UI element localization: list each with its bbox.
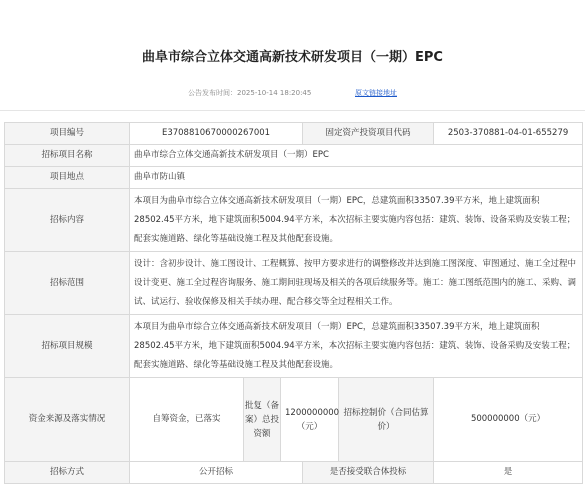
table-row [5, 189, 583, 252]
publish-date: 公告发布时间：2025-10-14 18:20:45 [188, 89, 312, 97]
tender-info-table [4, 122, 583, 484]
tender-method-value: 公开招标 [130, 462, 303, 484]
project-name-label: 招标项目名称 [5, 145, 130, 167]
divider [0, 110, 585, 111]
total-investment-value: 1200000000（元） [281, 378, 339, 462]
table-row [5, 123, 583, 145]
control-price-value: 500000000（元） [434, 378, 583, 462]
table-row [5, 167, 583, 189]
fund-source-value: 自筹资金，已落实 [130, 378, 244, 462]
table-row [5, 315, 583, 378]
project-scale-label: 招标项目规模 [5, 315, 130, 378]
table-row [5, 462, 583, 484]
investment-code-value: 2503-370881-04-01-655279 [434, 123, 583, 145]
tender-content-label: 招标内容 [5, 189, 130, 252]
tender-method-label: 招标方式 [5, 462, 130, 484]
table-row [5, 378, 583, 462]
table-row [5, 252, 583, 315]
control-price-label: 招标控制价（合同估算价） [339, 378, 434, 462]
project-location-label: 项目地点 [5, 167, 130, 189]
consortium-label: 是否接受联合体投标 [303, 462, 434, 484]
consortium-value: 是 [434, 462, 583, 484]
tender-scope-value: 设计：含初步设计、施工图设计、工程概算、按甲方要求进行的调整修改并达到施工图深度、审图通过、施工全过程中设计变更、施工全过程咨询服务、施工期间驻现场及相关的各项后续服务等。施工：施工图纸范围内的施工、采购、调试、试运行、验收保修及相关手续办理、配合移交等全过程相关工作。 [130, 252, 583, 315]
source-link[interactable]: 原文链接地址 [355, 89, 397, 97]
project-location-value: 曲阜市防山镇 [130, 167, 583, 189]
project-scale-value: 本项目为曲阜市综合立体交通高新技术研发项目（一期）EPC，总建筑面积33507.39平方米，地上建筑面积28502.45平方米，地下建筑面积5004.94平方米，本次招标主要实施内容包括：建筑、装饰、设备采购及安装工程；配套实施道路、绿化等基础设施工程及其他配套设施。 [130, 315, 583, 378]
tender-scope-label: 招标范围 [5, 252, 130, 315]
tender-content-value: 本项目为曲阜市综合立体交通高新技术研发项目（一期）EPC，总建筑面积33507.39平方米，地上建筑面积28502.45平方米，地下建筑面积5004.94平方米，本次招标主要实施内容包括：建筑、装饰、设备采购及安装工程；配套实施道路、绿化等基础设施工程及其他配套设施。 [130, 189, 583, 252]
fund-source-label: 资金来源及落实情况 [5, 378, 130, 462]
page-title: 曲阜市综合立体交通高新技术研发项目（一期）EPC [142, 50, 443, 65]
table-row [5, 145, 583, 167]
project-number-value: E3708810670000267001 [130, 123, 303, 145]
total-investment-label: 批复（备案）总投资额 [244, 378, 281, 462]
project-name-value: 曲阜市综合立体交通高新技术研发项目（一期）EPC [130, 145, 583, 167]
investment-code-label: 固定资产投资项目代码 [303, 123, 434, 145]
project-number-label: 项目编号 [5, 123, 130, 145]
